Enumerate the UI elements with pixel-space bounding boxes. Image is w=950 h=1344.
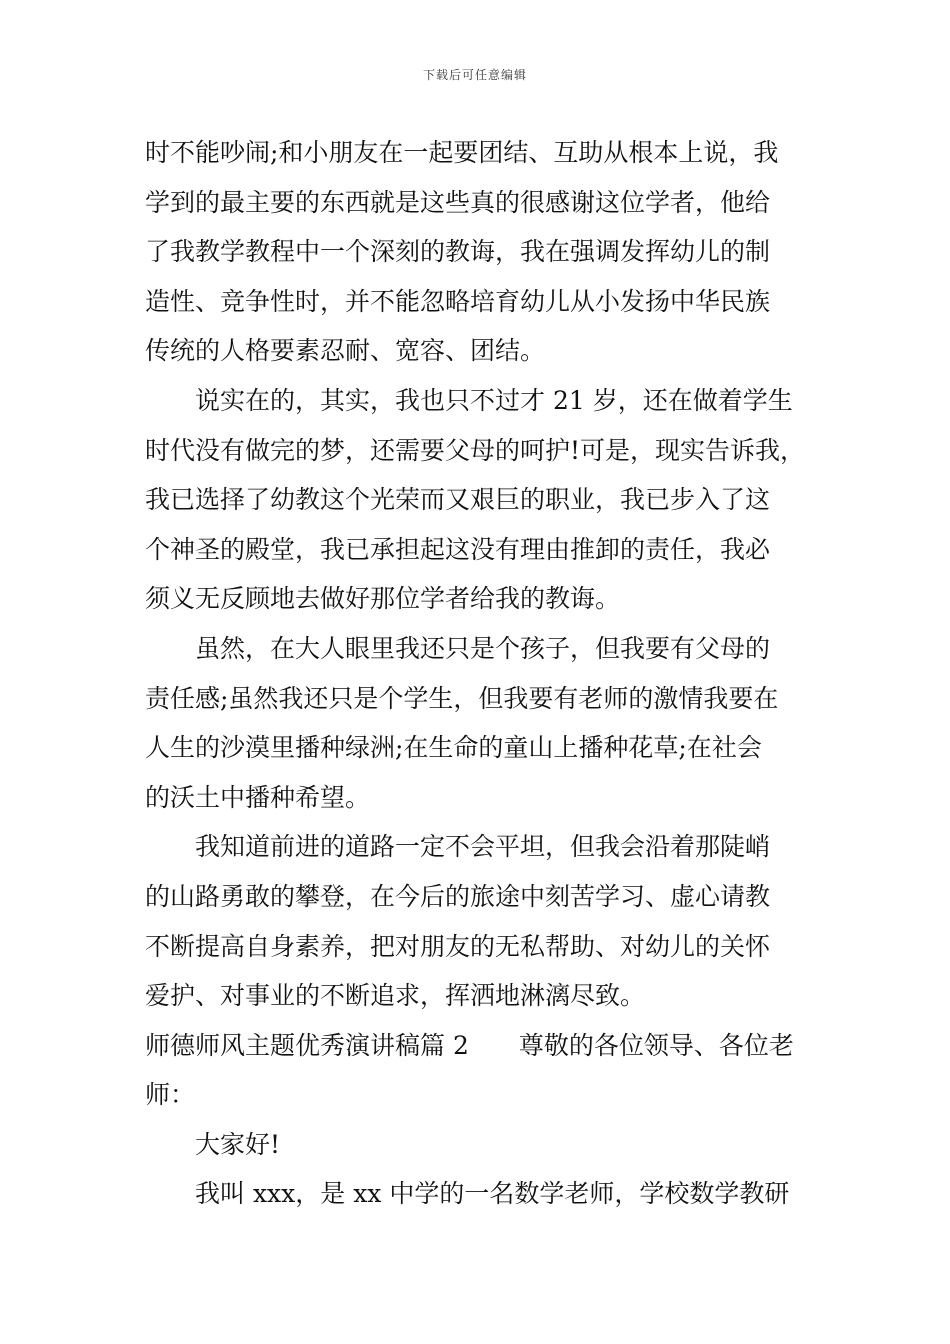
text-line: 人生的沙漠里播种绿洲;在生命的童山上播种花草;在社会	[145, 733, 762, 763]
text-line: 须义无反顾地去做好那位学者给我的教诲。	[145, 584, 621, 614]
text-line: 虽然，在大人眼里我还只是个孩子，但我要有父母的	[195, 633, 771, 663]
text-line: 大家好!	[195, 1129, 281, 1159]
page-header-note: 下载后可任意编辑	[422, 68, 527, 82]
text-line: 我已选择了幼教这个光荣而又艰巨的职业，我已步入了这	[145, 485, 771, 515]
text-line: 的山路勇敢的攀登，在今后的旅途中刻苦学习、虚心请教	[145, 881, 771, 911]
text-line: 不断提高自身素养，把对朋友的无私帮助、对幼儿的关怀	[145, 931, 771, 961]
text-line: 我叫 xxx，是 xx 中学的一名数学老师，学校数学教研	[195, 1179, 790, 1209]
text-line: 了我教学教程中一个深刻的教诲，我在强调发挥幼儿的制	[145, 237, 771, 267]
section-heading-line: 师德师风主题优秀演讲稿篇 2 尊敬的各位领导、各位老	[145, 1030, 794, 1060]
text-line: 我知道前进的道路一定不会平坦，但我会沿着那陡峭	[195, 832, 771, 862]
text-line: 的沃土中播种希望。	[145, 782, 371, 812]
document-body	[145, 128, 815, 1219]
text-line: 学到的最主要的东西就是这些真的很感谢这位学者，他给	[145, 187, 771, 217]
text-line: 责任感;虽然我还只是个学生，但我要有老师的激情我要在	[145, 683, 779, 713]
text-line: 时不能吵闹;和小朋友在一起要团结、互助从根本上说，我	[145, 138, 779, 167]
text-line: 说实在的，其实，我也只不过才 21 岁，还在做着学生	[195, 385, 793, 415]
text-line: 传统的人格要素忍耐、宽容、团结。	[145, 336, 546, 366]
text-line: 爱护、对事业的不断追求，挥洒地淋漓尽致。	[145, 981, 646, 1011]
text-line: 时代没有做完的梦，还需要父母的呵护!可是，现实告诉我，	[145, 435, 806, 465]
text-line: 个神圣的殿堂，我已承担起这没有理由推卸的责任，我必	[145, 534, 771, 564]
text-line: 师：	[145, 1080, 196, 1110]
text-line: 造性、竞争性时，并不能忽略培育幼儿从小发扬中华民族	[145, 286, 771, 316]
